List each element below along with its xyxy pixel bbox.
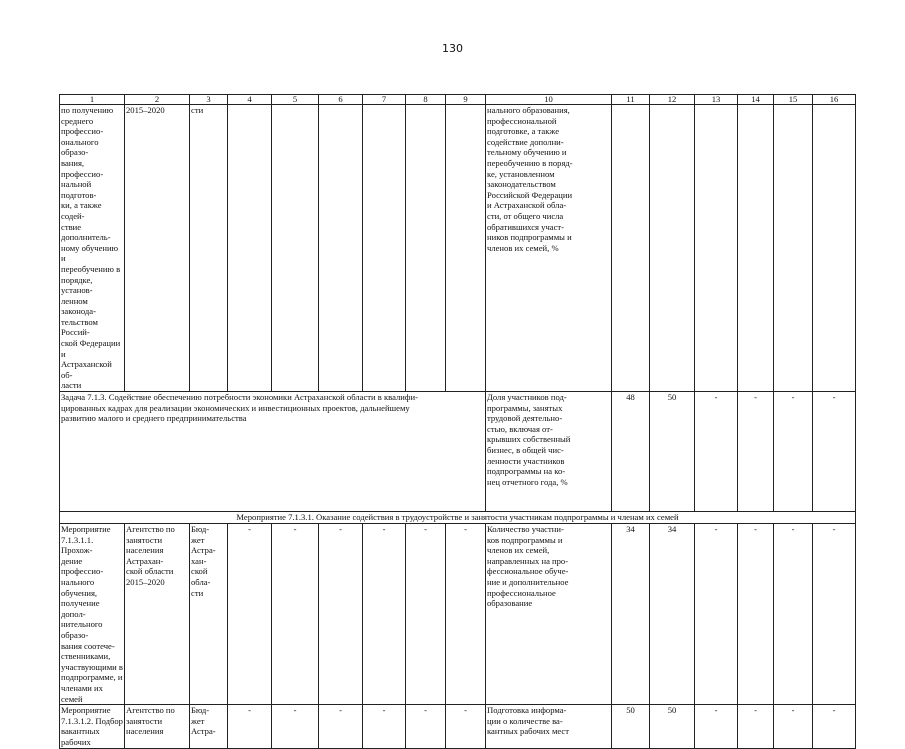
value-cell: - <box>272 705 319 748</box>
col-header: 12 <box>650 95 695 105</box>
col-header: 9 <box>446 95 486 105</box>
value-cell: - <box>363 524 406 705</box>
activity-name-cell: по получению среднего профессио- онального образо- вания, профессио- нальной подготов- ки, а также содей- ствие дополнитель- ному обучению и переобучению в порядке, установ- ленном законода- тельством Россий- ской Федерации и Астраханской об- ласти <box>60 105 125 392</box>
page-number: 130 <box>442 42 463 55</box>
col-header: 5 <box>272 95 319 105</box>
col-header: 10 <box>486 95 612 105</box>
table-row-activity <box>60 524 856 705</box>
col-header: 13 <box>695 95 738 105</box>
value-cell: 50 <box>650 392 695 512</box>
value-cell: - <box>272 524 319 705</box>
col-header: 6 <box>319 95 363 105</box>
value-cell: - <box>774 524 813 705</box>
program-table <box>59 94 856 749</box>
funding-source-cell: Бюд- жет Астра- <box>190 705 228 748</box>
activity-name-cell: Мероприятие 7.1.3.1.1. Прохож- дение профессио- нального обучения, получение допол- нительного образо- вания соотече- ственниками, участвующими в подпрограмме, и членами их семей <box>61 524 123 704</box>
value-cell: 50 <box>612 705 650 748</box>
value-cell: - <box>813 524 856 705</box>
value-cell: 48 <box>612 392 650 512</box>
value-cell: - <box>738 392 774 512</box>
value-cell: - <box>228 705 272 748</box>
funding-source-cell: Бюд- жет Астра- хан- ской обла- сти <box>190 524 228 705</box>
activity-name-cell: Мероприятие 7.1.3.1.2. Подбор вакантных рабочих <box>61 705 123 747</box>
table-row-task <box>60 392 856 512</box>
value-cell: - <box>363 705 406 748</box>
value-cell: - <box>228 524 272 705</box>
column-number-row <box>60 95 856 105</box>
executor-period-cell: 2015–2020 <box>125 105 190 392</box>
value-cell: - <box>813 705 856 748</box>
indicator-cell: Подготовка информа- ции о количестве ва- кантных рабочих мест <box>486 705 612 748</box>
col-header: 16 <box>813 95 856 105</box>
value-cell: 34 <box>612 524 650 705</box>
value-cell: - <box>319 524 363 705</box>
value-cell: - <box>738 705 774 748</box>
value-cell: - <box>406 705 446 748</box>
value-cell: - <box>406 524 446 705</box>
value-cell: - <box>319 705 363 748</box>
col-header: 4 <box>228 95 272 105</box>
value-cell: - <box>813 392 856 512</box>
indicator-cell: Количество участни- ков подпрограммы и членов их семей, направленных на про- фессиональное обуче- ние и дополнительное профессиональное образование <box>486 524 612 705</box>
executor-period-cell: Агентство по занятости населения <box>125 705 190 748</box>
indicator-cell: Доля участников под- программы, занятых трудовой деятельно- стью, включая от- крывших собственный бизнес, в общей чис- ленности участников подпрограммы на ко- нец отчетного года, % <box>486 392 612 512</box>
executor-period-cell: Агентство по занятости населения Астрахан- ской области 2015–2020 <box>125 524 190 705</box>
value-cell: - <box>695 524 738 705</box>
table-row-activity <box>60 705 856 748</box>
value-cell: - <box>738 524 774 705</box>
value-cell: - <box>695 705 738 748</box>
indicator-cell: нального образования, профессиональной подготовке, а также содействие дополни- тельному обучению и переобучению в поряд- ке, установленном законодательством Российской Федерации и Астраханской обла- сти, от общего числа обратившихся участ- ников подпрограммы и членов их семей, % <box>486 105 612 392</box>
section-heading: Мероприятие 7.1.3.1. Оказание содействия в трудоустройстве и занятости участникам подпрограммы и членам их семей <box>60 512 856 524</box>
value-cell: - <box>774 705 813 748</box>
col-header: 7 <box>363 95 406 105</box>
value-cell: - <box>446 705 486 748</box>
task-text: Задача 7.1.3. Содействие обеспечению потребности экономики Астраханской области в квалифи- цированных кадрах для реализации экономических и инвестиционных проектов, дальнейшему развитию малого и среднего предпринимательства <box>60 392 486 512</box>
col-header: 8 <box>406 95 446 105</box>
value-cell: 50 <box>650 705 695 748</box>
table-row-continued <box>60 105 856 392</box>
col-header: 15 <box>774 95 813 105</box>
col-header: 3 <box>190 95 228 105</box>
value-cell: - <box>446 524 486 705</box>
funding-source-cell: сти <box>190 105 228 392</box>
col-header: 14 <box>738 95 774 105</box>
value-cell: - <box>774 392 813 512</box>
value-cell: - <box>695 392 738 512</box>
table-row-section <box>60 512 856 524</box>
value-cell: 34 <box>650 524 695 705</box>
col-header: 1 <box>60 95 125 105</box>
col-header: 11 <box>612 95 650 105</box>
col-header: 2 <box>125 95 190 105</box>
